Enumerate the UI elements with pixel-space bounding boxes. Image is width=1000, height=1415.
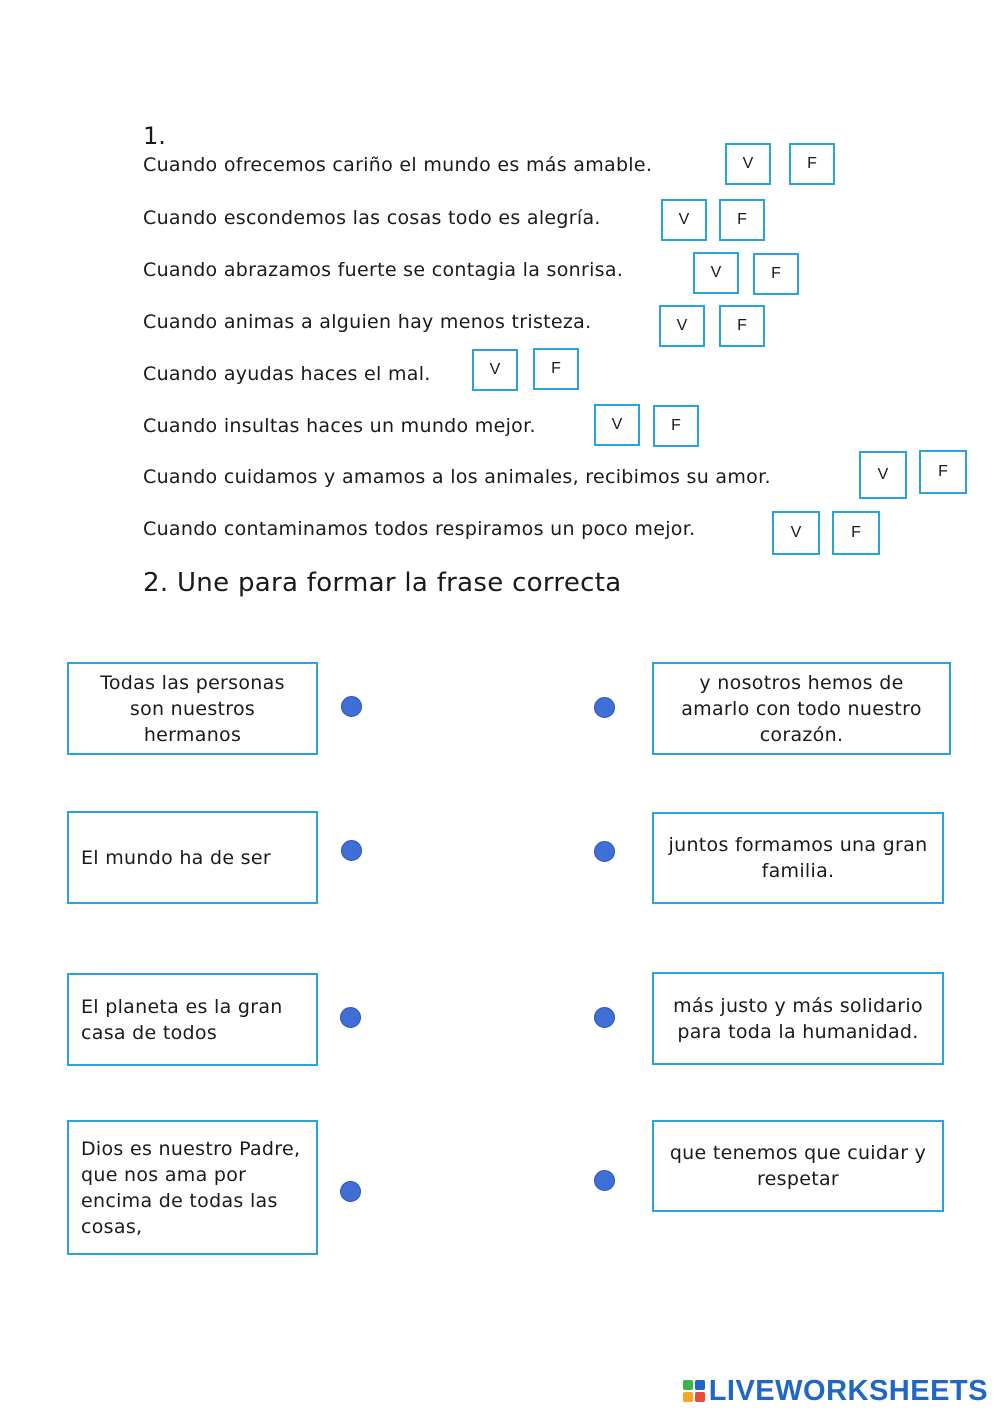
true-box[interactable]: V — [693, 252, 739, 294]
true-box[interactable]: V — [661, 199, 707, 241]
tf-statement: Cuando cuidamos y amamos a los animales, recibimos su amor. — [143, 466, 771, 488]
false-box[interactable]: F — [653, 405, 699, 447]
logo-text: LIVEWORKSHEETS — [708, 1374, 988, 1407]
tf-statement: Cuando contaminamos todos respiramos un poco mejor. — [143, 518, 696, 540]
false-box[interactable]: F — [832, 511, 880, 555]
match-right-card-3 — [652, 972, 944, 1065]
match-right-text: más justo y más solidario para toda la humanidad. — [673, 994, 923, 1043]
false-box[interactable]: F — [789, 143, 835, 185]
match-right-dot-4[interactable] — [594, 1170, 615, 1191]
false-box[interactable]: F — [919, 450, 967, 494]
false-box[interactable]: F — [753, 253, 799, 295]
true-box[interactable]: V — [594, 404, 640, 446]
match-right-text: que tenemos que cuidar y respetar — [669, 1142, 927, 1190]
match-left-dot-2[interactable] — [341, 840, 362, 861]
match-right-dot-2[interactable] — [594, 841, 615, 862]
true-box[interactable]: V — [725, 143, 771, 185]
match-right-card-4 — [652, 1120, 944, 1212]
false-box[interactable]: F — [719, 305, 765, 347]
true-box[interactable]: V — [859, 451, 907, 499]
true-box[interactable]: V — [659, 305, 705, 347]
match-left-dot-1[interactable] — [341, 696, 362, 717]
tf-statement: Cuando escondemos las cosas todo es alegría. — [143, 207, 601, 229]
logo-square — [683, 1392, 693, 1402]
liveworksheets-logo — [683, 1376, 988, 1406]
true-box[interactable]: V — [472, 349, 518, 391]
tf-statement: Cuando ofrecemos cariño el mundo es más amable. — [143, 154, 653, 176]
match-left-text: Dios es nuestro Padre, que nos ama por encima de todas las cosas, — [81, 1137, 301, 1238]
match-left-dot-4[interactable] — [340, 1181, 361, 1202]
tf-statement: Cuando insultas haces un mundo mejor. — [143, 415, 536, 437]
section-2-title: 2. Une para formar la frase correcta — [143, 568, 622, 598]
match-right-dot-3[interactable] — [594, 1007, 615, 1028]
true-box[interactable]: V — [772, 511, 820, 555]
match-right-text: juntos formamos una gran familia. — [668, 834, 928, 882]
match-right-card-1 — [652, 662, 951, 755]
match-left-dot-3[interactable] — [340, 1007, 361, 1028]
match-left-card-1 — [67, 662, 318, 755]
match-right-card-2 — [652, 812, 944, 904]
false-box[interactable]: F — [719, 199, 765, 241]
logo-square — [683, 1380, 693, 1390]
logo-grid-icon — [683, 1380, 705, 1402]
match-left-text: Todas las personas son nuestros hermanos — [100, 671, 285, 746]
tf-statement: Cuando abrazamos fuerte se contagia la sonrisa. — [143, 259, 624, 281]
logo-square — [695, 1380, 705, 1390]
match-left-text: El mundo ha de ser — [81, 846, 271, 869]
match-right-dot-1[interactable] — [594, 697, 615, 718]
match-left-text: El planeta es la gran casa de todos — [81, 995, 283, 1044]
logo-square — [695, 1392, 705, 1402]
tf-statement: Cuando ayudas haces el mal. — [143, 363, 431, 385]
question-1-number: 1. — [143, 122, 166, 150]
tf-statement: Cuando animas a alguien hay menos tristeza. — [143, 311, 592, 333]
match-left-card-3 — [67, 973, 318, 1066]
match-right-text: y nosotros hemos de amarlo con todo nuestro corazón. — [681, 671, 922, 746]
match-left-card-4 — [67, 1120, 318, 1255]
false-box[interactable]: F — [533, 348, 579, 390]
match-left-card-2 — [67, 811, 318, 904]
